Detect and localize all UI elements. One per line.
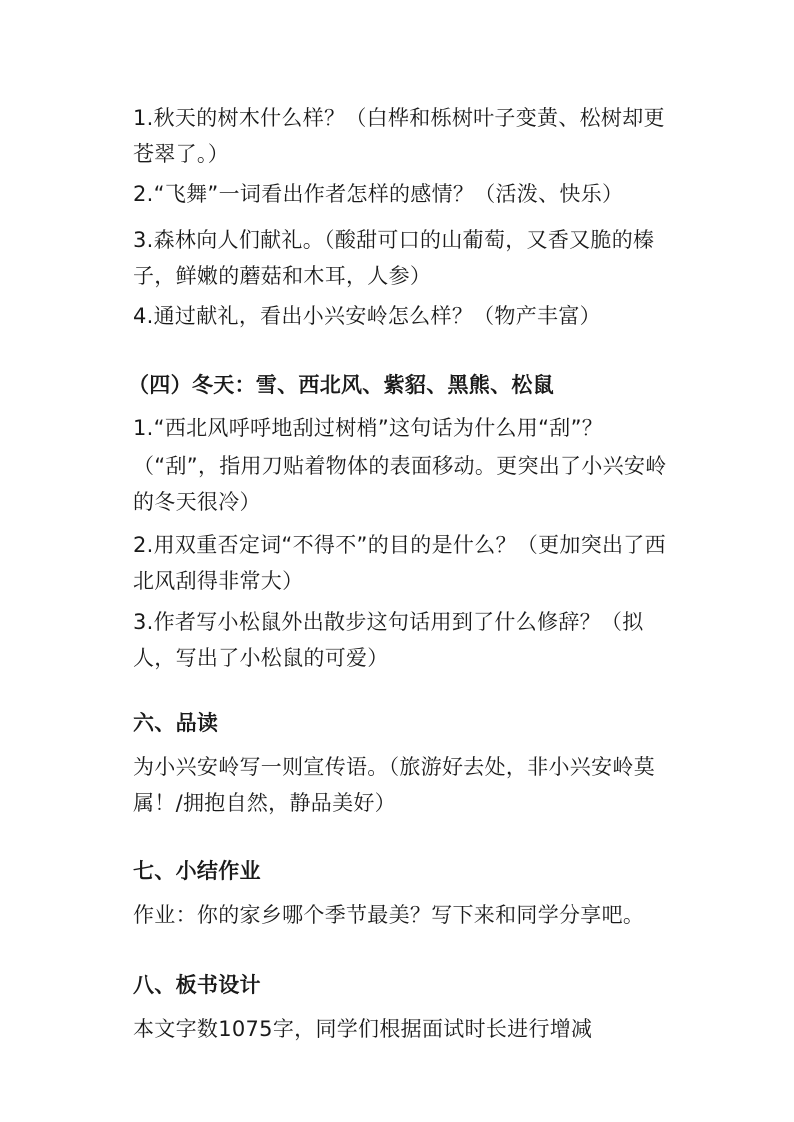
- question-gua-line1: 1.“西北风呼呼地刮过树梢”这句话为什么用“刮”？: [133, 416, 604, 440]
- question-gifts-meaning: 4.通过献礼，看出小兴安岭怎么样？（物产丰富）: [133, 304, 601, 328]
- question-gua-line3: 的冬天很冷）: [133, 490, 261, 514]
- question-forest-gifts-line1: 3.森林向人们献礼。（酸甜可口的山葡萄，又香又脆的榛: [133, 228, 655, 252]
- word-count-note: 本文字数1075字，同学们根据面试时长进行增减: [133, 1017, 593, 1041]
- question-squirrel-line1: 3.作者写小松鼠外出散步这句话用到了什么修辞？（拟: [133, 610, 644, 634]
- question-double-negative-line2: 北风刮得非常大）: [133, 569, 304, 593]
- question-feiwu: 2.“飞舞”一词看出作者怎样的感情？（活泼、快乐）: [133, 182, 624, 206]
- slogan-task-line2: 属！/拥抱自然，静品美好）: [133, 791, 396, 815]
- homework-text: 作业：你的家乡哪个季节最美？写下来和同学分享吧。: [133, 903, 645, 927]
- question-gua-line2: （“刮”，指用刀贴着物体的表面移动。更突出了小兴安岭: [133, 454, 667, 478]
- section-winter-heading: （四）冬天：雪、西北风、紫貂、黑熊、松鼠: [128, 373, 554, 397]
- question-squirrel-line2: 人，写出了小松鼠的可爱）: [133, 646, 389, 670]
- question-autumn-trees-line1: 1.秋天的树木什么样？（白桦和栎树叶子变黄、松树却更: [133, 106, 665, 130]
- section-summary-heading: 七、小结作业: [133, 859, 261, 883]
- question-double-negative-line1: 2.用双重否定词“不得不”的目的是什么？（更加突出了西: [133, 533, 666, 557]
- slogan-task-line1: 为小兴安岭写一则宣传语。（旅游好去处，非小兴安岭莫: [133, 755, 655, 779]
- section-blackboard-heading: 八、板书设计: [133, 973, 261, 997]
- question-forest-gifts-line2: 子，鲜嫩的蘑菇和木耳，人参）: [133, 264, 432, 288]
- section-pindu-heading: 六、品读: [133, 711, 219, 735]
- question-autumn-trees-line2: 苍翠了。）: [133, 142, 229, 166]
